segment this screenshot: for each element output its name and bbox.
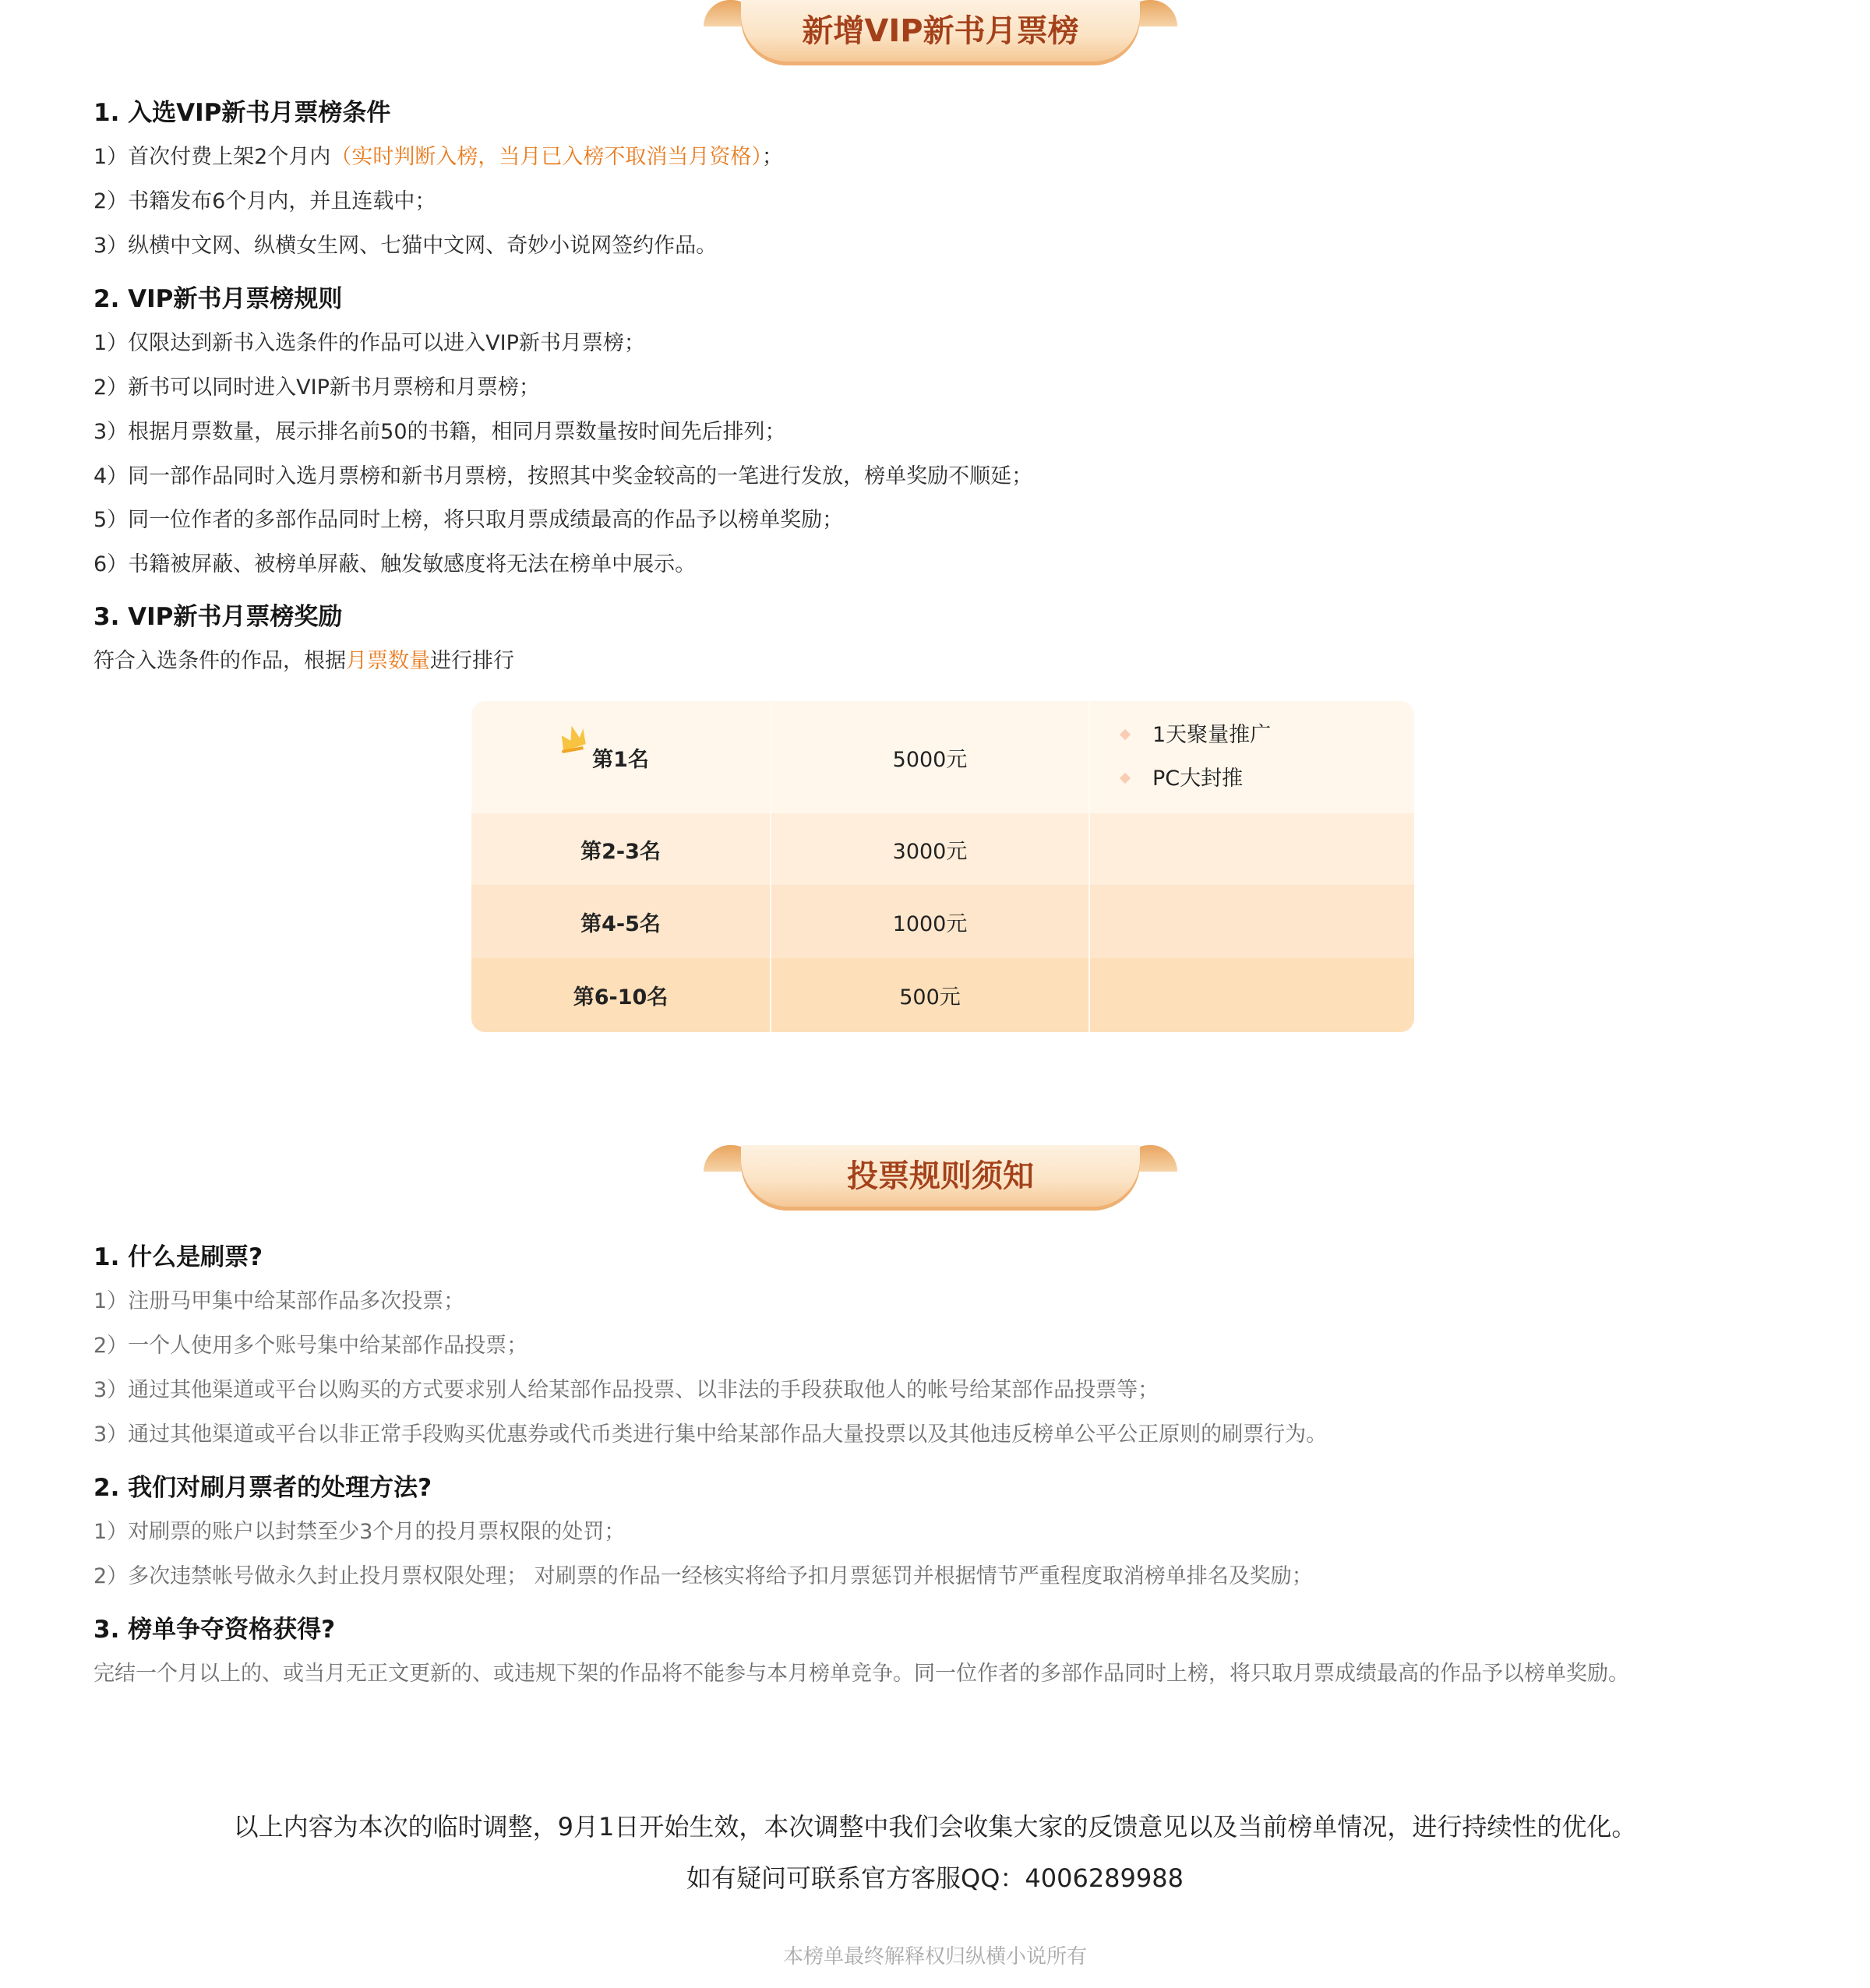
heading-what-is-fake-voting: 1. 什么是刷票? xyxy=(94,1243,263,1271)
rank-cell: 第2-3名 xyxy=(580,839,661,864)
table-divider xyxy=(770,701,771,1032)
rule-item: 1）仅限达到新书入选条件的作品可以进入VIP新书月票榜； xyxy=(94,331,645,355)
heading-handling: 2. 我们对刷月票者的处理方法? xyxy=(94,1474,432,1502)
amount-cell: 500元 xyxy=(899,985,961,1010)
condition-item-1 xyxy=(94,142,783,173)
rewards-intro xyxy=(94,646,514,677)
heading-rewards: 3. VIP新书月票榜奖励 xyxy=(94,603,343,631)
rule-item: 6）书籍被屏蔽、被榜单屏蔽、触发敏感度将无法在榜单中展示。 xyxy=(94,552,697,576)
table-row xyxy=(471,958,1414,1032)
rewards-intro-highlight: 月票数量 xyxy=(346,649,430,673)
table-row xyxy=(471,701,1414,813)
heading-rules: 2. VIP新书月票榜规则 xyxy=(94,285,343,313)
fake-vote-item: 3）通过其他渠道或平台以购买的方式要求别人给某部作品投票、以非法的手段获取他人的帐号给某部作品投票等； xyxy=(94,1378,1159,1402)
heading-eligibility: 3. 榜单争夺资格获得? xyxy=(94,1616,336,1644)
amount-cell: 1000元 xyxy=(892,911,968,936)
handling-item: 1）对刷票的账户以封禁至少3个月的投月票权限的处罚； xyxy=(94,1520,626,1544)
condition-item-1-text: 1）首次付费上架2个月内 xyxy=(94,145,331,169)
rank-cell: 第4-5名 xyxy=(580,911,661,936)
condition-item-2: 2）书籍发布6个月内，并且连载中； xyxy=(94,189,436,213)
fake-vote-item: 2）一个人使用多个账号集中给某部作品投票； xyxy=(94,1334,528,1358)
benefit-item xyxy=(1152,763,1271,795)
rewards-intro-text: 符合入选条件的作品，根据 xyxy=(94,649,346,673)
eligibility-text: 完结一个月以上的、或当月无正文更新的、或违规下架的作品将不能参与本月榜单竞争。同一位作者的多部作品同时上榜，将只取月票成绩最高的作品予以榜单奖励。 xyxy=(94,1662,1629,1686)
diamond-bullet-icon xyxy=(1120,773,1131,784)
condition-item-3: 3）纵横中文网、纵横女生网、七猫中文网、奇妙小说网签约作品。 xyxy=(94,234,718,258)
rule-item: 4）同一部作品同时入选月票榜和新书月票榜，按照其中奖金较高的一笔进行发放，榜单奖励不顺延； xyxy=(94,464,1033,488)
rank-cell: 第6-10名 xyxy=(573,985,669,1010)
footer-contact: 如有疑问可联系官方客服QQ：4006289988 xyxy=(686,1863,1184,1893)
amount-cell: 5000元 xyxy=(892,747,968,772)
heading-conditions: 1. 入选VIP新书月票榜条件 xyxy=(94,99,391,127)
table-row xyxy=(471,813,1414,885)
banner-title: 新增VIP新书月票榜 xyxy=(802,13,1079,49)
rank-cell: 第1名 xyxy=(592,747,649,772)
amount-cell: 3000元 xyxy=(892,839,968,864)
diamond-bullet-icon xyxy=(1120,729,1131,740)
footer-notice: 以上内容为本次的临时调整，9月1日开始生效，本次调整中我们会收集大家的反馈意见以及当前榜单情况，进行持续性的优化。 xyxy=(233,1812,1637,1842)
benefit-text: PC大封推 xyxy=(1152,767,1244,791)
footer-copyright: 本榜单最终解释权归纵横小说所有 xyxy=(782,1945,1087,1969)
condition-item-1-end: ； xyxy=(761,145,783,169)
rule-item: 5）同一位作者的多部作品同时上榜，将只取月票成绩最高的作品予以榜单奖励； xyxy=(94,508,844,532)
benefits-cell xyxy=(1090,701,1414,813)
table-row xyxy=(471,885,1414,958)
condition-item-1-highlight: （实时判断入榜，当月已入榜不取消当月资格） xyxy=(330,145,762,169)
rewards-intro-end: 进行排行 xyxy=(430,649,514,673)
banner-title: 投票规则须知 xyxy=(847,1158,1034,1194)
section-banner-vip xyxy=(704,0,1177,70)
fake-vote-item: 3）通过其他渠道或平台以非正常手段购买优惠券或代币类进行集中给某部作品大量投票以及其他违反榜单公平公正原则的刷票行为。 xyxy=(94,1422,1328,1447)
handling-item: 2）多次违禁帐号做永久封止投月票权限处理； 对刷票的作品一经核实将给予扣月票惩罚并根据情节严重程度取消榜单排名及奖励； xyxy=(94,1564,1313,1588)
table-divider xyxy=(1088,701,1090,1032)
rule-item: 3）根据月票数量，展示排名前50的书籍，相同月票数量按时间先后排列； xyxy=(94,420,786,444)
benefit-text: 1天聚量推广 xyxy=(1152,723,1272,747)
reward-table xyxy=(471,701,1414,1032)
fake-vote-item: 1）注册马甲集中给某部作品多次投票； xyxy=(94,1289,465,1313)
rule-item: 2）新书可以同时进入VIP新书月票榜和月票榜； xyxy=(94,375,540,400)
section-banner-voting-rules xyxy=(704,1145,1177,1215)
benefit-item xyxy=(1152,720,1271,751)
